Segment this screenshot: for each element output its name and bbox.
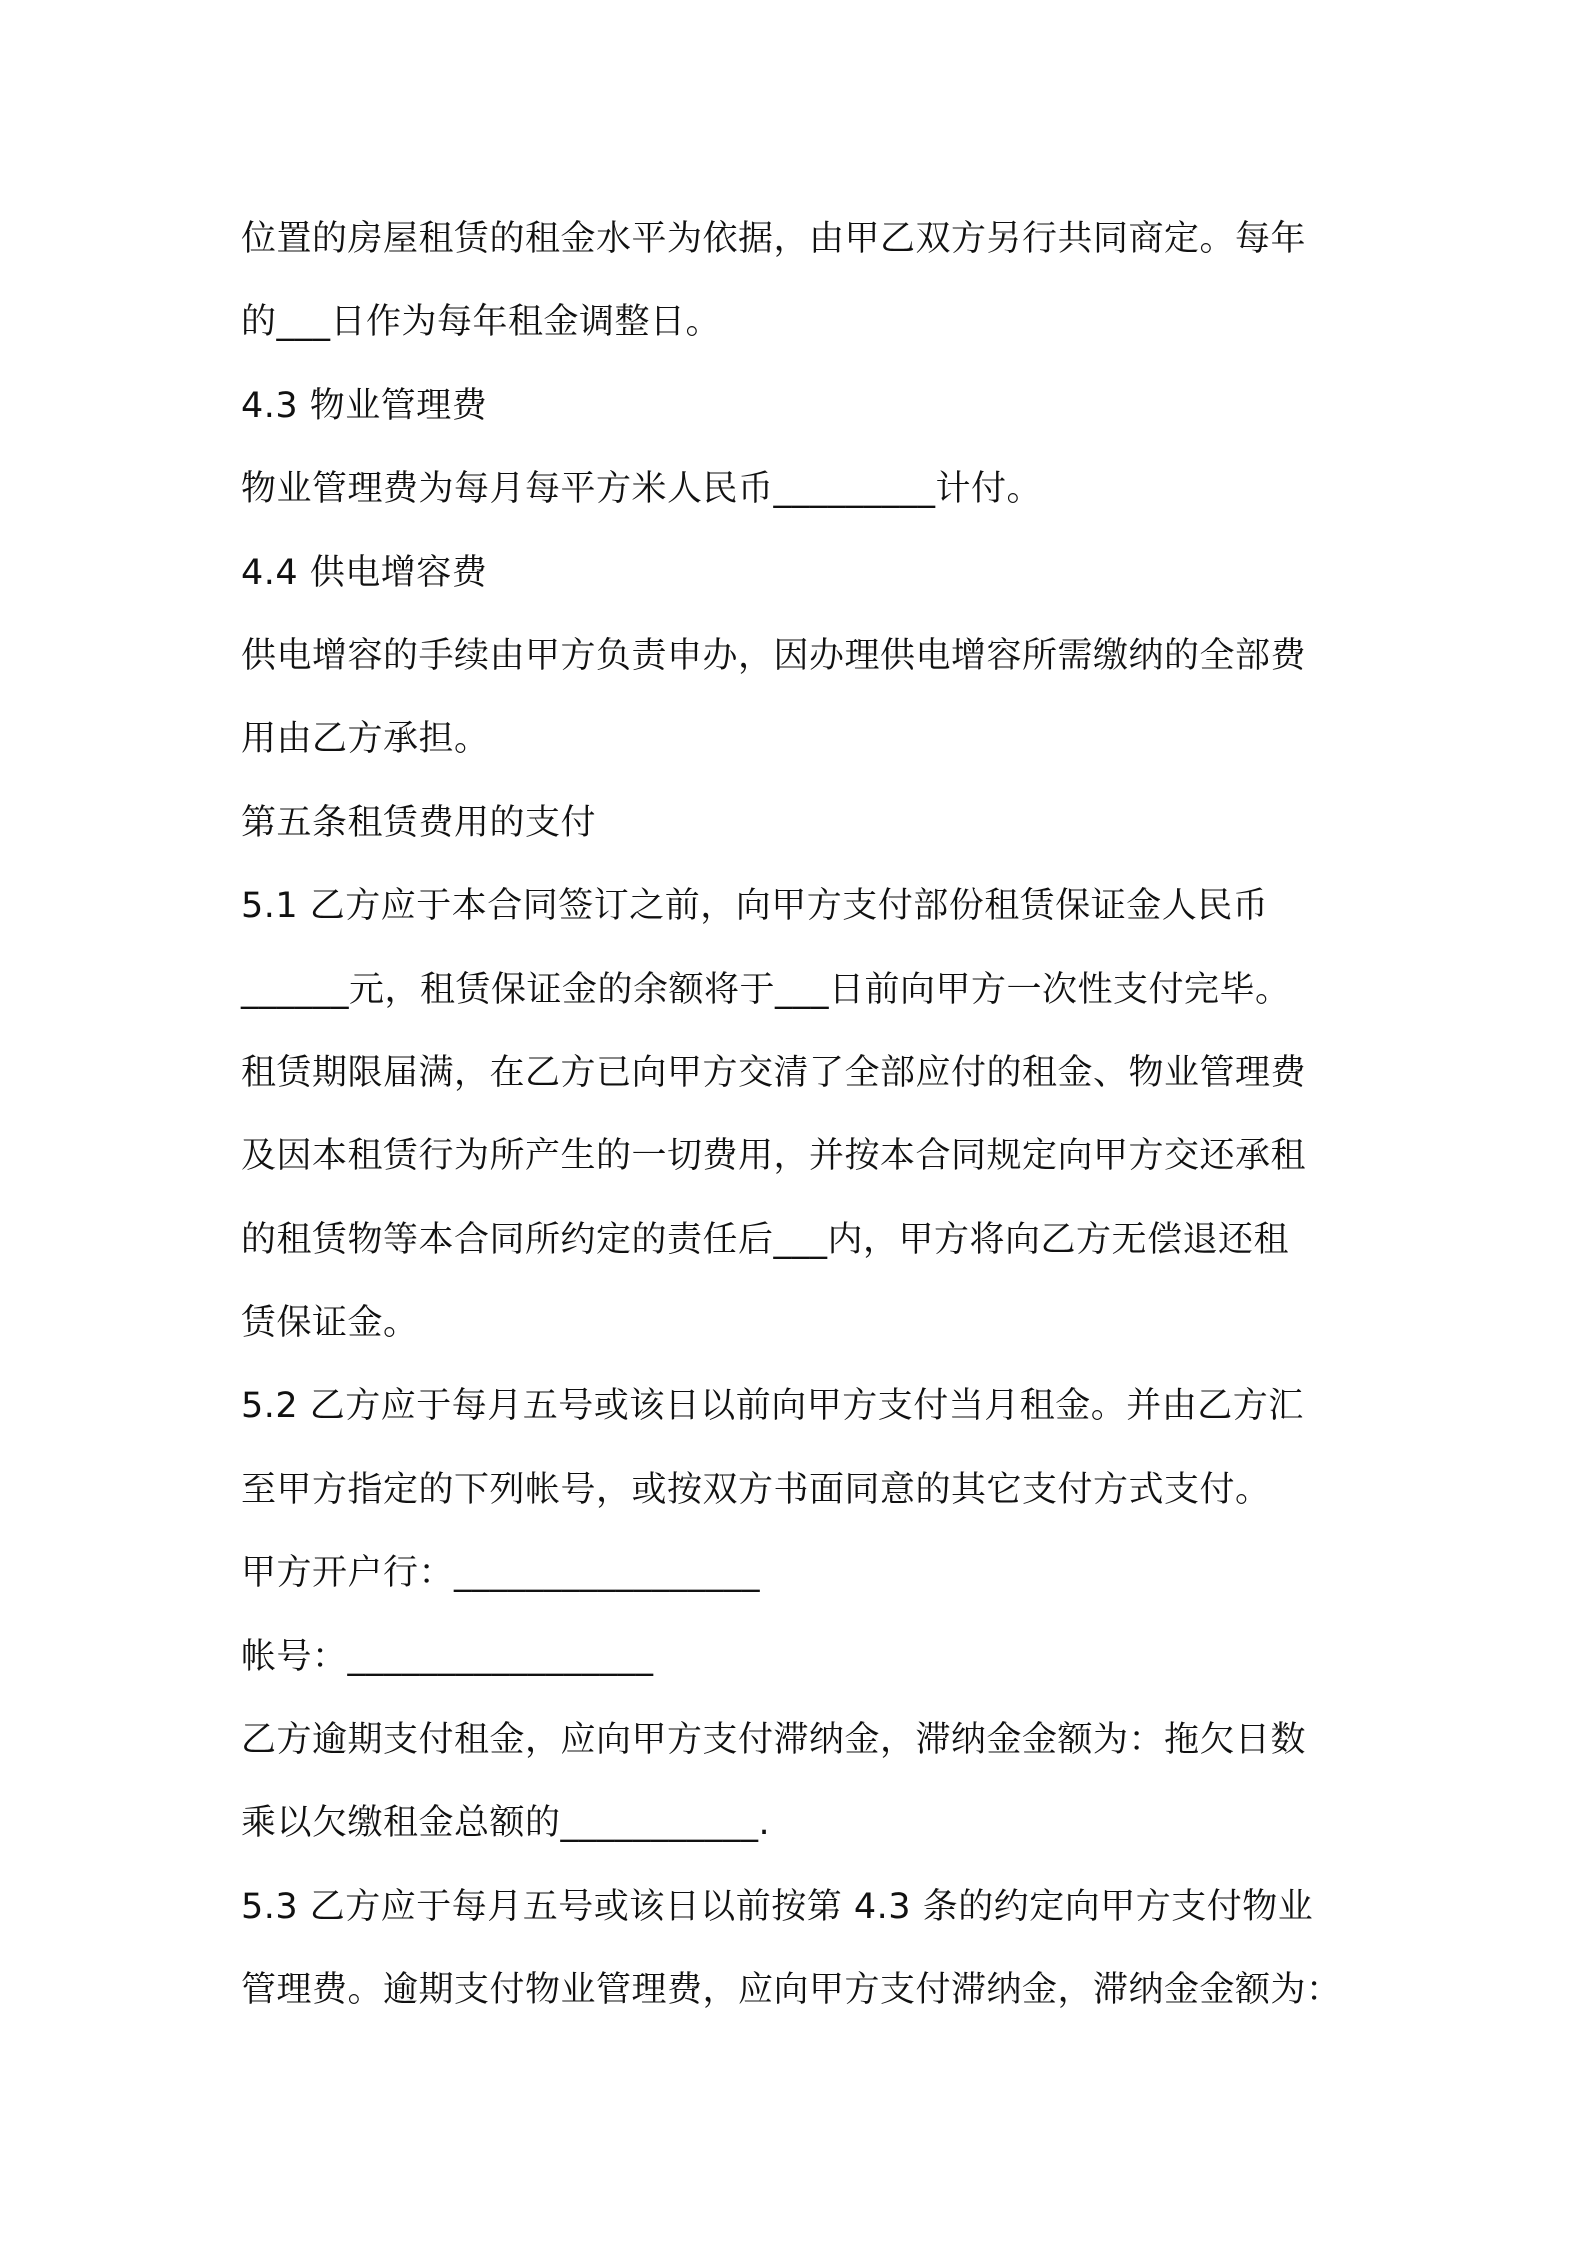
text-line: ______元，租赁保证金的余额将于___日前向甲方一次性支付完毕。 bbox=[241, 969, 1291, 1010]
text-line: 位置的房屋租赁的租金水平为依据，由甲乙双方另行共同商定。每年 bbox=[241, 219, 1307, 259]
section-heading: 4.4 供电增容费 bbox=[241, 552, 488, 593]
text-line: 赁保证金。 bbox=[241, 1303, 419, 1344]
text-line: 至甲方指定的下列帐号，或按双方书面同意的其它支付方式支付。 bbox=[241, 1469, 1271, 1510]
text-line: 的___日作为每年租金调整日。 bbox=[241, 302, 722, 343]
text-line: 及因本租赁行为所产生的一切费用，并按本合同规定向甲方交还承租 bbox=[241, 1136, 1307, 1177]
text-line: 租赁期限届满，在乙方已向甲方交清了全部应付的租金、物业管理费 bbox=[241, 1052, 1307, 1093]
text-line: 乙方逾期支付租金，应向甲方支付滞纳金，滞纳金金额为：拖欠日数 bbox=[241, 1720, 1307, 1761]
text-line: 5.3 乙方应于每月五号或该日以前按第 4.3 条的约定向甲方支付物业 bbox=[241, 1886, 1314, 1927]
text-line: 5.1 乙方应于本合同签订之前，向甲方支付部份租赁保证金人民币 bbox=[241, 886, 1269, 927]
section-heading: 4.3 物业管理费 bbox=[241, 385, 488, 426]
text-line: 供电增容的手续由甲方负责申办，因办理供电增容所需缴纳的全部费 bbox=[241, 635, 1307, 676]
bank-field-line: 甲方开户行：_________________ bbox=[241, 1553, 761, 1594]
text-line: 乘以欠缴租金总额的___________. bbox=[241, 1803, 771, 1844]
account-field-line: 帐号：_________________ bbox=[241, 1636, 654, 1677]
text-line: 用由乙方承担。 bbox=[241, 719, 490, 760]
document-body bbox=[241, 198, 1361, 2033]
text-line: 5.2 乙方应于每月五号或该日以前向甲方支付当月租金。并由乙方汇 bbox=[241, 1386, 1304, 1427]
article-heading: 第五条租赁费用的支付 bbox=[241, 802, 597, 843]
text-line: 物业管理费为每月每平方米人民币_________计付。 bbox=[241, 469, 1043, 510]
text-line: 的租赁物等本合同所约定的责任后___内，甲方将向乙方无偿退还租 bbox=[241, 1219, 1290, 1260]
text-line: 管理费。逾期支付物业管理费，应向甲方支付滞纳金，滞纳金金额为： bbox=[241, 1970, 1342, 2011]
